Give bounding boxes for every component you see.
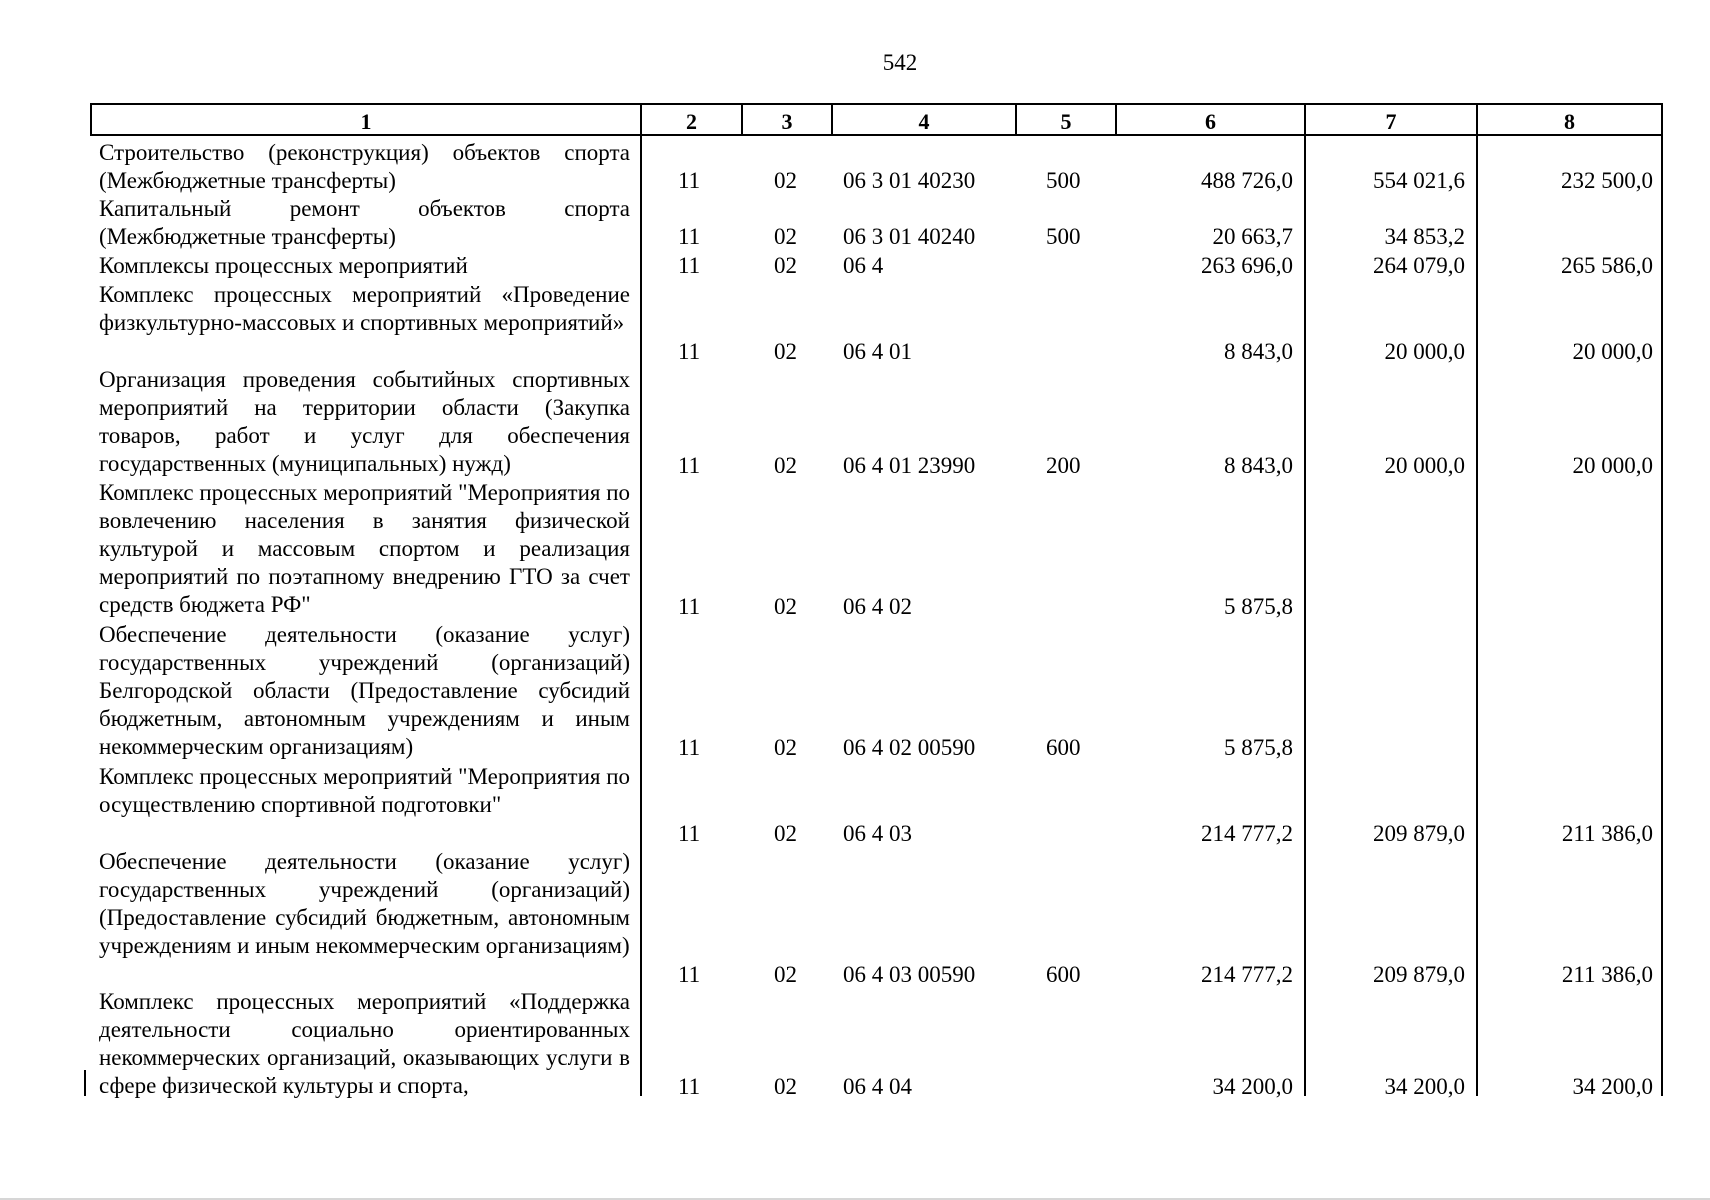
cell-col8: 232 500,0 <box>1561 168 1653 193</box>
header-col-2: 2 <box>686 109 697 134</box>
row-description: Комплексы процессных мероприятий <box>99 253 468 278</box>
row-description: Строительство (реконструкция) объектов спорта (Межбюджетные трансферты) <box>99 140 630 193</box>
cell-col4: 06 4 01 23990 <box>843 453 976 478</box>
row-description: Организация проведения событийных спортивных мероприятий на территории области (Закупка товаров, работ и услуг для обеспечения государственных (муниципальных) нужд) <box>99 367 630 476</box>
cell-col2: 11 <box>678 821 701 846</box>
cell-col6: 5 875,8 <box>1224 594 1293 619</box>
cell-col4: 06 4 04 <box>843 1074 912 1099</box>
header-col-5: 5 <box>1060 109 1072 134</box>
cell-col6: 8 843,0 <box>1224 453 1293 478</box>
cell-col5: 500 <box>1046 224 1081 249</box>
cell-col5: 600 <box>1046 962 1081 987</box>
cell-col2: 11 <box>678 168 701 193</box>
row-description: Обеспечение деятельности (оказание услуг) государственных учреждений (организаций) Белгородской области (Предоставление субсидий бюджетным, автономным учреждениям и иным некоммерческим организациям) <box>99 622 630 759</box>
table-top-border <box>90 103 1663 105</box>
cell-col8: 34 200,0 <box>1572 1074 1653 1099</box>
cell-col2: 11 <box>678 1074 701 1099</box>
table-left-border-body <box>84 1070 86 1096</box>
cell-col3: 02 <box>774 224 797 249</box>
cell-col6: 5 875,8 <box>1224 735 1293 760</box>
cell-col5: 500 <box>1046 168 1081 193</box>
cell-col2: 11 <box>678 735 701 760</box>
cell-col8: 20 000,0 <box>1572 339 1653 364</box>
cell-col7: 20 000,0 <box>1384 339 1465 364</box>
cell-col6: 20 663,7 <box>1212 224 1293 249</box>
cell-col7: 264 079,0 <box>1373 253 1465 278</box>
cell-col3: 02 <box>774 962 797 987</box>
cell-col4: 06 4 03 00590 <box>843 962 976 987</box>
cell-col6: 488 726,0 <box>1201 168 1293 193</box>
cell-col6: 214 777,2 <box>1201 962 1293 987</box>
cell-col3: 02 <box>774 594 797 619</box>
header-col-4: 4 <box>918 109 930 134</box>
cell-col8: 211 386,0 <box>1561 821 1653 846</box>
cell-col7: 20 000,0 <box>1384 453 1465 478</box>
row-description: Комплекс процессных мероприятий "Мероприятия по осуществлению спортивной подготовки" <box>99 764 631 817</box>
header-col-3: 3 <box>781 109 793 134</box>
cell-col6: 214 777,2 <box>1201 821 1293 846</box>
cell-col6: 34 200,0 <box>1212 1074 1293 1099</box>
row-description: Комплекс процессных мероприятий «Проведение физкультурно-массовых и спортивных мероприятий» <box>99 282 630 335</box>
row-description: Комплекс процессных мероприятий «Поддержка деятельности социально ориентированных некоммерческих организаций, оказывающих услуги в сфере физической культуры и спорта, <box>99 989 630 1098</box>
cell-col8: 211 386,0 <box>1561 962 1653 987</box>
header-col-6: 6 <box>1205 109 1216 134</box>
cell-col7: 554 021,6 <box>1373 168 1465 193</box>
cell-col4: 06 4 <box>843 253 884 278</box>
cell-col5: 600 <box>1046 735 1081 760</box>
cell-col3: 02 <box>774 453 797 478</box>
cell-col7: 34 200,0 <box>1384 1074 1465 1099</box>
row-description: Капитальный ремонт объектов спорта (Межбюджетные трансферты) <box>99 196 630 249</box>
cell-col2: 11 <box>678 594 701 619</box>
cell-col4: 06 3 01 40230 <box>843 168 976 193</box>
cell-col7: 209 879,0 <box>1373 821 1465 846</box>
cell-col2: 11 <box>678 453 701 478</box>
cell-col2: 11 <box>678 224 701 249</box>
cell-col4: 06 3 01 40240 <box>843 224 976 249</box>
header-col-8: 8 <box>1564 109 1575 134</box>
cell-col6: 8 843,0 <box>1224 339 1293 364</box>
col-divider-1-2 <box>640 103 642 1096</box>
cell-col3: 02 <box>774 1074 797 1099</box>
cell-col2: 11 <box>678 253 701 278</box>
cell-col8: 265 586,0 <box>1561 253 1653 278</box>
col-divider-7-8 <box>1476 103 1478 1096</box>
cell-col4: 06 4 01 <box>843 339 912 364</box>
cell-col2: 11 <box>678 962 701 987</box>
cell-col7: 34 853,2 <box>1384 224 1465 249</box>
cell-col5: 200 <box>1046 453 1081 478</box>
cell-col3: 02 <box>774 168 797 193</box>
cell-col3: 02 <box>774 339 797 364</box>
row-description: Обеспечение деятельности (оказание услуг) государственных учреждений (организаций) (Предоставление субсидий бюджетным, автономным учреждениям и иным некоммерческим организациям) <box>99 849 630 958</box>
cell-col4: 06 4 03 <box>843 821 912 846</box>
cell-col8: 20 000,0 <box>1572 453 1653 478</box>
cell-col3: 02 <box>774 253 797 278</box>
table-right-border <box>1661 103 1663 1096</box>
header-col-7: 7 <box>1385 109 1397 134</box>
page-number: 542 <box>882 50 918 75</box>
cell-col4: 06 4 02 <box>843 594 912 619</box>
cell-col3: 02 <box>774 821 797 846</box>
cell-col6: 263 696,0 <box>1201 253 1293 278</box>
row-description: Комплекс процессных мероприятий "Мероприятия по вовлечению населения в занятия физической культурой и массовым спортом и реализация мероприятий по поэтапному внедрению ГТО за счет средств бюджета РФ" <box>99 480 631 617</box>
col-divider-6-7 <box>1304 103 1306 1096</box>
cell-col7: 209 879,0 <box>1373 962 1465 987</box>
header-col-1: 1 <box>360 109 372 134</box>
cell-col3: 02 <box>774 735 797 760</box>
cell-col2: 11 <box>678 339 701 364</box>
cell-col4: 06 4 02 00590 <box>843 735 976 760</box>
